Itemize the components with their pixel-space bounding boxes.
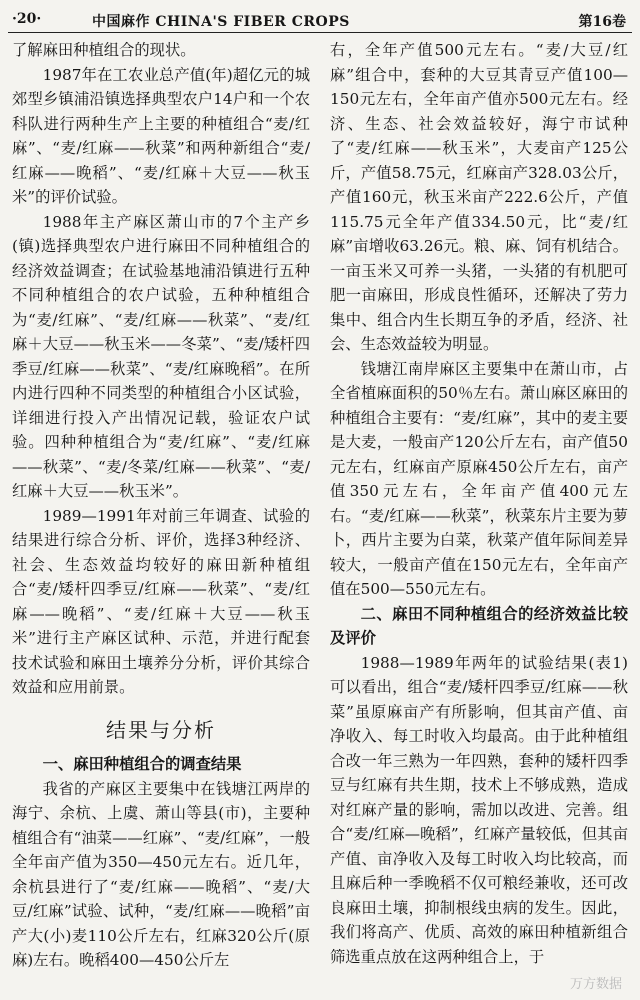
journal-name: 中国麻作 CHINA'S FIBER CROPS xyxy=(92,14,350,30)
left-column xyxy=(12,38,310,973)
paragraph: 1987年在工农业总产值(年)超亿元的城郊型乡镇浦沿镇选择典型农户14户和一个农科队进行两种生产上主要的种植组合“麦/红麻”、“麦/红麻——秋菜”和两种新组合“麦/红麻——晚稻”、“麦/红麻＋大豆——秋玉米”的评价试验。 xyxy=(12,65,310,206)
paragraph: 了解麻田种植组合的现状。 xyxy=(12,41,196,59)
subsection-heading: 一、麻田种植组合的调查结果 xyxy=(42,755,242,773)
paragraph: 右，全年产值500元左右。“麦/大豆/红麻”组合中，套种的大豆其青豆产值100—150元左右，全年亩产值亦500元左右。经济、生态、社会效益较好，海宁市试种了“麦/红麻——秋玉米”，大麦亩产125公斤，产值58.75元，红麻亩产328.03公斤，产值160元，秋玉米亩产222.6公斤，产值115.75元全年产值334.50元，比“麦/红麻”亩增收63.26元。粮、麻、饲有机结合。一亩玉米又可养一头猪，一头猪的有机肥可肥一亩麻田，形成良性循环，还解决了劳力集中、组合内生长期互争的矛盾，经济、社会、生态效益较为明显。 xyxy=(330,41,628,353)
section-title: 结果与分析 xyxy=(106,717,216,742)
volume-label: 第16卷 xyxy=(578,14,626,30)
right-column xyxy=(330,38,628,969)
page-number: ·20· xyxy=(12,11,42,27)
paragraph: 1988—1989年两年的试验结果(表1)可以看出，组合“麦/矮杆四季豆/红麻——秋菜”虽原麻亩产有所影响，但其亩产值、亩净收入、每工时收入均最高。由于此种植组合改一年三熟为一年四熟，套种的矮杆四季豆与红麻有共生期，技术上不够成熟，造成对红麻产量的影响，需加以改进、完善。组合“麦/红麻—晚稻”，红麻产量较低，但其亩产值、亩净收入及每工时收入均比较高，而且麻后种一季晚稻不仅可粮经兼收，还可改良麻田土壤，抑制根线虫病的发生。因此，我们将高产、优质、高效的麻田种植新组合筛选重点放在这两种组合上，于 xyxy=(330,653,628,966)
paragraph: 1989—1991年对前三年调查、试验的结果进行综合分析、评价，选择3种经济、社会、生态效益均较好的麻田新种植组合“麦/矮杆四季豆/红麻——秋菜”、“麦/红麻——晚稻”、“麦/红麻＋大豆——秋玉米”进行主产麻区试种、示范，并进行配套技术试验和麻田土壤养分分析，评价其综合效益和应用前景。 xyxy=(12,506,310,696)
paragraph: 钱塘江南岸麻区主要集中在萧山市，占全省植麻面积的50％左右。萧山麻区麻田的种植组合主要有：“麦/红麻”，其中的麦主要是大麦，一般亩产120公斤左右，亩产值50元左右，红麻亩产原麻450公斤左右，亩产值350元左右，全年亩产值400元左右。“麦/红麻——秋菜”，秋菜东片主要为萝卜，西片主要为白菜，秋菜产值年际间差异较大，一般亩产值在150元左右，全年亩产值在500—550元左右。 xyxy=(330,359,628,598)
running-header xyxy=(8,6,632,33)
paragraph: 1988年主产麻区萧山市的7个主产乡(镇)选择典型农户进行麻田不同种植组合的经济效益调查；在试验基地浦沿镇进行五种不同种植组合的农户试验，五种种植组合为“麦/红麻”、“麦/红麻——秋菜”、“麦/红麻＋大豆——秋玉米——冬菜”、“麦/矮杆四季豆/红麻——秋菜”、“麦/红麻晚稻”。在所内进行四种不同类型的种植组合小区试验，详细进行投入产出情况记载，验证农户试验。四种种植组合为“麦/红麻”、“麦/红麻——秋菜”、“麦/冬菜/红麻——秋菜”、“麦/红麻＋大豆——秋玉米”。 xyxy=(12,212,310,500)
paragraph: 我省的产麻区主要集中在钱塘江两岸的海宁、余杭、上虞、萧山等县(市)，主要种植组合有“油菜——红麻”、“麦/红麻”，一般全年亩产值为350—450元左右。近几年，余杭县进行了“麦/红麻——晚稻”、“麦/大豆/红麻”试验、试种，“麦/红麻——晚稻”亩产大(小)麦110公斤左右，红麻320公斤(原麻)左右。晚稻400—450公斤左 xyxy=(12,779,310,969)
subsection-heading: 二、麻田不同种植组合的经济效益比较及评价 xyxy=(330,604,628,647)
watermark: 万方数据 xyxy=(569,977,622,992)
